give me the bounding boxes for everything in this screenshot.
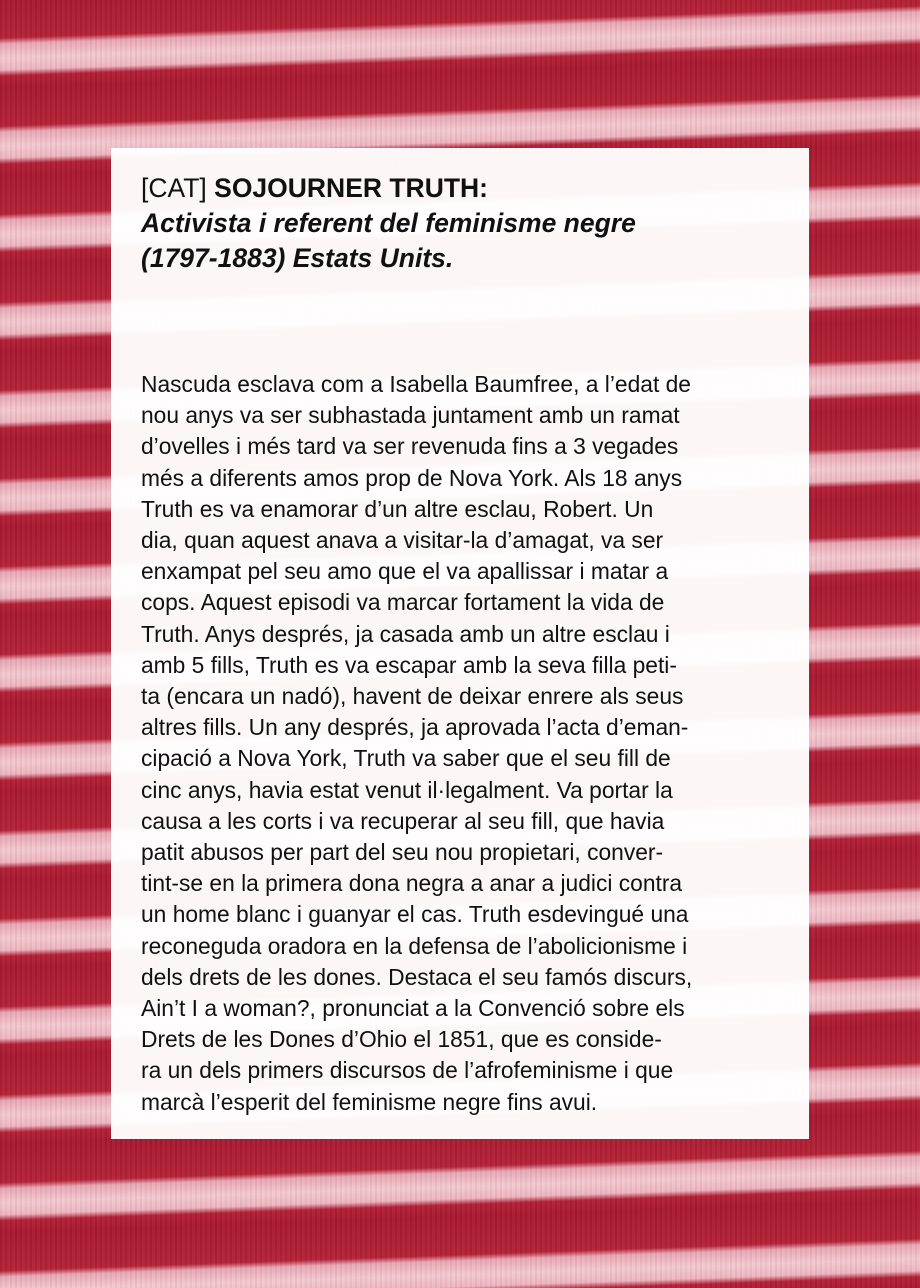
body-line: dels drets de les dones. Destaca el seu famós discurs,	[141, 963, 693, 990]
body-line: cinc anys, havia estat venut il·legalment. Va portar la	[141, 776, 673, 803]
body-line: Truth es va enamorar d’un altre esclau, Robert. Un	[141, 495, 654, 522]
body-line: un home blanc i guanyar el cas. Truth esdevingué una	[141, 901, 689, 928]
body-line: ta (encara un nadó), havent de deixar enrere als seus	[141, 683, 684, 710]
person-name: SOJOURNER TRUTH:	[214, 173, 488, 203]
body-line: reconeguda oradora en la defensa de l’abolicionisme i	[141, 932, 688, 959]
body-line: marcà l’esperit del feminisme negre fins avui.	[141, 1088, 598, 1115]
body-line: Nascuda esclava com a Isabella Baumfree, a l’edat de	[141, 371, 691, 397]
body-line: Drets de les Dones d’Ohio el 1851, que es conside-	[141, 1026, 662, 1053]
body-line: enxampat pel seu amo que el va apallissar i matar a	[141, 558, 669, 585]
body-line: Truth. Anys després, ja casada amb un altre esclau i	[141, 620, 670, 647]
body-line: dia, quan aquest anava a visitar-la d’amagat, va ser	[141, 527, 664, 554]
subtitle-line-1: Activista i referent del feminisme negre	[141, 208, 636, 238]
body-line: cops. Aquest episodi va marcar fortament la vida de	[141, 589, 665, 616]
body-line: d’ovelles i més tard va ser revenuda fins a 3 vegades	[141, 433, 679, 460]
body-line: tint-se en la primera dona negra a anar a judici contra	[141, 870, 683, 897]
body-line: altres fills. Un any després, ja aprovada l’acta d’eman-	[141, 714, 689, 741]
body-line: Ain’t I a woman?, pronunciat a la Convenció sobre els	[141, 995, 685, 1022]
page-heading	[141, 171, 791, 276]
body-line: nou anys va ser subhastada juntament amb un ramat	[141, 402, 680, 429]
biography-text	[141, 369, 781, 1118]
body-line: patit abusos per part del seu nou propietari, conver-	[141, 839, 664, 866]
subtitle-line-2: (1797-1883) Estats Units.	[141, 243, 454, 273]
body-line: més a diferents amos prop de Nova York. Als 18 anys	[141, 464, 683, 491]
body-line: amb 5 fills, Truth es va escapar amb la seva filla peti-	[141, 651, 677, 678]
body-line: ra un dels primers discursos de l’afrofeminisme i que	[141, 1057, 674, 1084]
body-line: causa a les corts i va recuperar al seu fill, que havia	[141, 807, 665, 834]
body-line: cipació a Nova York, Truth va saber que el seu fill de	[141, 745, 671, 772]
language-tag: [CAT]	[141, 173, 207, 203]
